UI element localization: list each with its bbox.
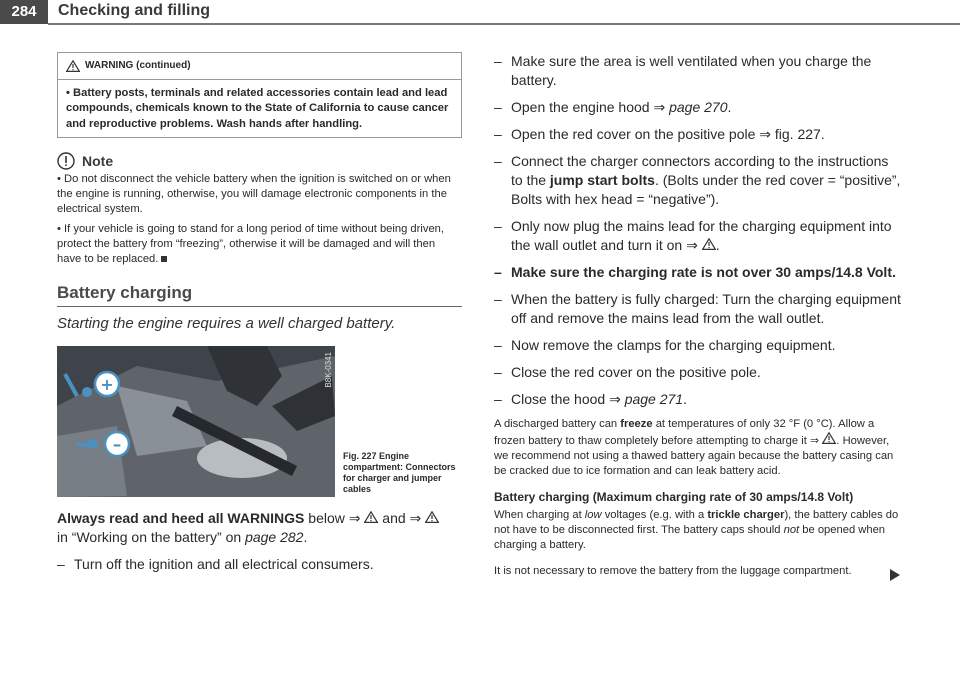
page-ref-link[interactable]: page 282 xyxy=(245,529,304,545)
step-ventilate: – Make sure the area is well ventilated when you charge the battery. xyxy=(494,52,902,90)
section-subtitle: Starting the engine requires a well charged battery. xyxy=(57,315,396,332)
left-column xyxy=(57,52,462,574)
freeze-text-c: . However, we recommend not using a thawed battery again because the battery casing can be cracked due to ice formation and can leak battery acid. xyxy=(494,435,894,477)
step-close-hood-text: Close the hood xyxy=(511,391,606,407)
svg-text:–: – xyxy=(112,435,122,455)
section-title: Battery charging xyxy=(57,283,462,307)
close-hood-page-link[interactable]: page 271 xyxy=(624,391,684,407)
max-rate-text-d: be opened when charging a battery. xyxy=(494,524,886,552)
max-rate-text-a: When charging at xyxy=(494,509,582,522)
trickle-charger-bold: trickle charger xyxy=(707,509,785,522)
step-plug-text: Only now plug the mains lead for the charging equipment into the wall outlet and turn it on xyxy=(511,218,892,253)
freeze-bold: freeze xyxy=(620,418,653,430)
warning-triangle-icon xyxy=(66,60,80,72)
always-read-text: Always read and heed all WARNINGS xyxy=(57,510,305,526)
freeze-paragraph: A discharged battery can freeze at temperatures of only 32 °F (0 °C). Allow a frozen battery to thaw completely before attempting to charge it ⇒ . However, we recommend not using a thawed battery again because the battery casing can be cracked due to ice formation and can leak battery acid. xyxy=(494,418,894,477)
step-fully-charged: – When the battery is fully charged: Turn the charging equipment off and remove the mains lead from the wall outlet. xyxy=(494,290,902,328)
svg-text:+: + xyxy=(100,375,114,394)
freeze-text-b: at temperatures of only 32 °F (0 °C). Allow a frozen battery to thaw completely before attempting to charge it xyxy=(494,418,875,447)
hood-page-link[interactable]: page 270 xyxy=(669,99,728,115)
freeze-text-a: A discharged battery can xyxy=(494,418,618,430)
warnings-instruction: Always read and heed all WARNINGS below ⇒ and ⇒ in “Working on the battery” on page 282. xyxy=(57,509,462,547)
warning-triangle-icon xyxy=(822,432,836,444)
step-connect-text-a: Connect the charger connectors according to the instructions to the xyxy=(511,153,889,188)
warning-box xyxy=(57,52,462,138)
step-open-hood: – Open the engine hood ⇒ page 270. xyxy=(494,98,902,117)
max-rate-text-b: voltages (e.g. with a xyxy=(604,509,705,522)
in-working-text: in “Working on the battery” on xyxy=(57,529,242,545)
max-rate-heading: Battery charging (Maximum charging rate of 30 amps/14.8 Volt) xyxy=(494,490,854,505)
end-marker-icon xyxy=(161,256,167,262)
low-italic: low xyxy=(584,509,602,522)
step-close-hood: – Close the hood ⇒ page 271. xyxy=(494,390,902,409)
warning-heading xyxy=(58,53,461,80)
engine-illustration xyxy=(57,346,335,497)
note-paragraph-2: • If your vehicle is going to stand for a long period of time without being driven, protect the battery from “freezing”, otherwise it will be damaged and will then have to be replaced. xyxy=(57,223,445,265)
jump-start-bolts: jump start bolts xyxy=(549,172,655,188)
step-turn-off: – Turn off the ignition and all electrical consumers. xyxy=(57,555,462,574)
page-header xyxy=(0,0,960,30)
max-rate-paragraph xyxy=(494,508,902,553)
step-plug-in: – Only now plug the mains lead for the charging equipment into the wall outlet and turn it on ⇒ . xyxy=(494,217,902,255)
header-rule xyxy=(48,23,960,25)
step-remove-clamps: – Now remove the clamps for the charging equipment. xyxy=(494,336,902,355)
step-connect xyxy=(494,152,902,209)
note-p2-text: If your vehicle is going to stand for a long period of time without being driven, protect the battery from “freezing”, otherwise it will be damaged and will then have to be replaced. xyxy=(57,223,445,265)
note-paragraph-1: • Do not disconnect the vehicle battery when the ignition is switched on or when the engine is running, otherwise, you will damage electronic components in the electrical system. xyxy=(57,173,451,215)
note-circle-icon xyxy=(57,152,75,170)
warning-body-text: Battery posts, terminals and related accessories contain lead and lead compounds, chemicals known to the State of California to cause cancer and reproductive problems. Wash hands after handling. xyxy=(66,86,449,130)
right-column xyxy=(494,52,902,591)
warning-triangle-icon xyxy=(702,238,716,250)
note-heading xyxy=(57,152,462,170)
note-title: Note xyxy=(82,153,114,169)
step-close-cover: – Close the red cover on the positive pole. xyxy=(494,363,902,382)
note-p1-text: Do not disconnect the vehicle battery when the ignition is switched on or when the engine is running, otherwise, you will damage electronic components in the electrical system. xyxy=(57,173,451,215)
continue-arrow-icon xyxy=(890,569,900,581)
step-open-hood-text: Open the engine hood xyxy=(511,99,650,115)
final-paragraph xyxy=(494,564,902,579)
final-paragraph-text: It is not necessary to remove the battery from the luggage compartment. xyxy=(494,565,852,578)
figure-row xyxy=(57,346,462,497)
not-italic: not xyxy=(783,524,800,537)
figure-caption: Fig. 227 Engine compartment: Connectors for charger and jumper cables xyxy=(343,451,456,494)
step-charging-rate: – Make sure the charging rate is not over 30 amps/14.8 Volt. xyxy=(494,263,902,282)
max-rate-text-c: ), the battery cables do not have to be disconnected first. The battery caps should xyxy=(494,509,899,537)
step-red-cover: – Open the red cover on the positive pole ⇒ fig. 227. xyxy=(494,125,902,144)
running-title: Checking and filling xyxy=(58,2,211,19)
below-text: below xyxy=(308,510,345,526)
warning-heading-text: WARNING (continued) xyxy=(85,60,191,71)
page-number: 284 xyxy=(0,0,48,24)
engine-compartment-figure xyxy=(57,346,335,497)
step-connect-text-b: . (Bolts under the red cover = “positive”, Bolts with hex head = “negative”). xyxy=(511,172,901,207)
figure-code: B8K-0341 xyxy=(324,352,333,388)
and-text: and xyxy=(382,510,406,526)
warning-text: • Battery posts, terminals and related accessories contain lead and lead compounds, chemicals known to the State of California to cause cancer and reproductive problems. Wash hands after handling. xyxy=(66,86,449,130)
warning-triangle-icon xyxy=(425,511,439,523)
warning-triangle-icon xyxy=(364,511,378,523)
